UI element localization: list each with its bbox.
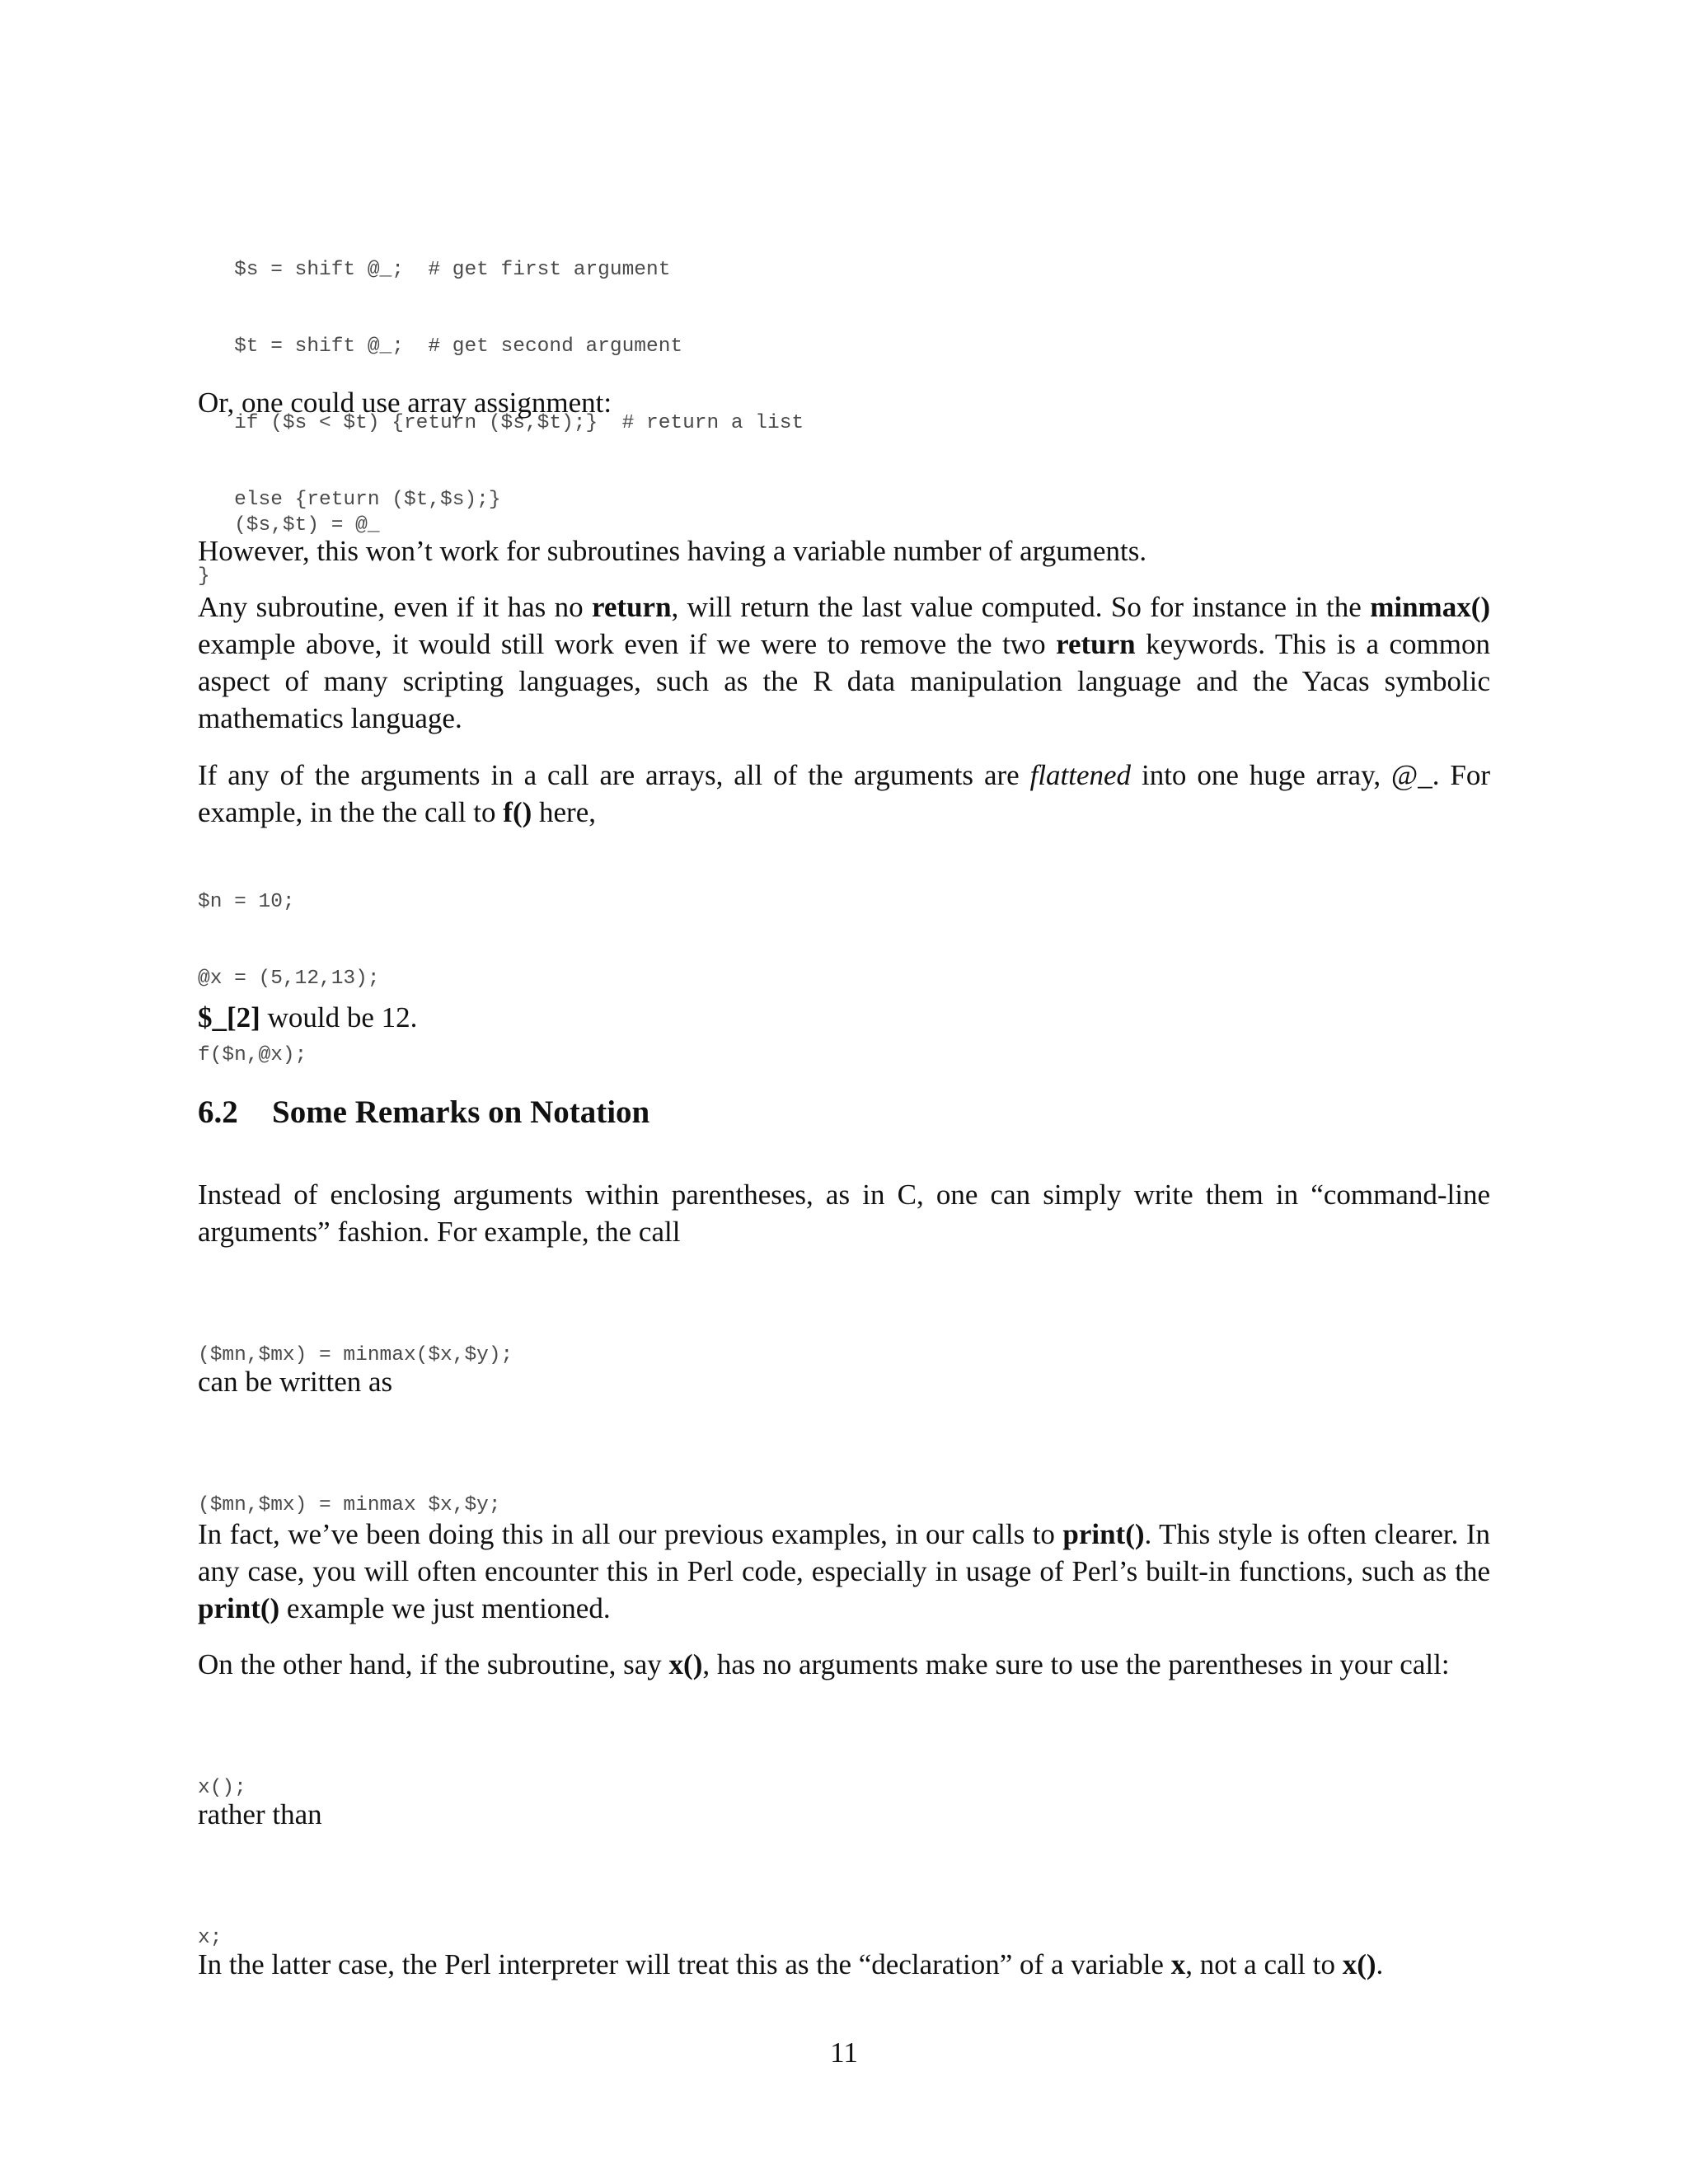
text-run: In fact, we’ve been doing this in all our previous examples, in our calls to [198, 1518, 1063, 1550]
function-x: x() [668, 1648, 703, 1680]
section-title: Some Remarks on Notation [272, 1094, 650, 1130]
text-run: , will return the last value computed. So for instance in the [671, 591, 1371, 623]
emphasis-flattened: flattened [1029, 759, 1132, 791]
text-run: example above, it would still work even if we were to remove the two [198, 628, 1057, 660]
code-line: $s = shift @_; # get first argument [198, 259, 671, 281]
code-line: else {return ($t,$s);} [198, 489, 501, 511]
paragraph-flattened [198, 757, 1490, 831]
code-line: @x = (5,12,13); [198, 968, 380, 990]
paragraph-latter-case [198, 1946, 1490, 1983]
function-minmax: minmax() [1370, 591, 1491, 623]
paragraph-rather-than: rather than [198, 1798, 322, 1830]
paragraph-other-hand [198, 1646, 1490, 1683]
code-block-array-assignment [198, 462, 380, 589]
text-run: , not a call to [1185, 1948, 1343, 1980]
text-run: example we just mentioned. [279, 1592, 611, 1624]
paragraph-in-fact [198, 1516, 1490, 1627]
text-run: Any subroutine, even if it has no [198, 591, 592, 623]
paragraph-however: However, this won’t work for subroutines having a variable number of arguments. [198, 535, 1147, 567]
keyword-return: return [591, 591, 672, 623]
page-number: 11 [830, 2036, 858, 2069]
text-run: . This style is often clearer. In any case, you will often encounter this in Perl code, especially in usage of Perl’s built-in functions, such as the [198, 1518, 1490, 1587]
paragraph-instead: Instead of enclosing arguments within parentheses, as in C, one can simply write them in “command-line arguments” fashion. For example, the call [198, 1179, 1490, 1248]
code-line: x; [198, 1927, 223, 1949]
section-number: 6.2 [198, 1094, 238, 1130]
keyword-return: return [1056, 628, 1136, 660]
code-line: x(); [198, 1777, 246, 1799]
function-f: f() [503, 796, 532, 828]
variable-x: x [1170, 1948, 1186, 1980]
variable-element: $_[2] [198, 1001, 260, 1033]
paragraph-can-be: can be written as [198, 1366, 393, 1398]
text-run: into one huge array, @_. For example, in the the call to [198, 759, 1490, 828]
function-print: print() [198, 1592, 280, 1624]
function-x: x() [1342, 1948, 1376, 1980]
code-block-call-f [198, 838, 380, 1119]
text-run: , has no arguments make sure to use the parentheses in your call: [702, 1648, 1450, 1680]
paragraph-would-be [198, 999, 1490, 1036]
text-run: keywords. This is a common aspect of many scripting languages, such as the R data manipulation language and the Yacas symbolic mathematics language. [198, 628, 1490, 734]
code-line: ($s,$t) = @_ [198, 514, 380, 537]
text-run: If any of the arguments in a call are arrays, all of the arguments are [198, 759, 1030, 791]
section-heading [198, 1092, 649, 1133]
code-line: if ($s < $t) {return ($s,$t);} # return a list [198, 412, 804, 434]
code-line: f($n,@x); [198, 1044, 307, 1066]
text-run: In the latter case, the Perl interpreter will treat this as the “declaration” of a variable [198, 1948, 1171, 1980]
code-line: } [198, 565, 210, 588]
code-line: ($mn,$mx) = minmax $x,$y; [198, 1494, 501, 1516]
text-run: here, [532, 796, 596, 828]
code-line: $t = shift @_; # get second argument [198, 335, 683, 358]
paragraph-any-subroutine [198, 588, 1490, 737]
text-run: . [1376, 1948, 1384, 1980]
code-line: ($mn,$mx) = minmax($x,$y); [198, 1344, 513, 1366]
function-print: print() [1062, 1518, 1145, 1550]
text-run: would be 12. [260, 1001, 418, 1033]
text-run: On the other hand, if the subroutine, say [198, 1648, 669, 1680]
code-line: $n = 10; [198, 891, 295, 913]
paragraph-array-assignment: Or, one could use array assignment: [198, 387, 612, 419]
